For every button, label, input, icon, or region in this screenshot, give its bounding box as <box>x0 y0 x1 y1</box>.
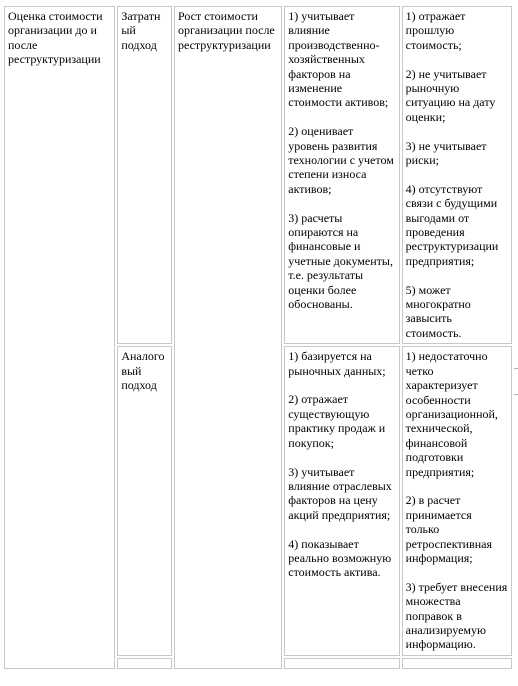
comparison-table <box>2 4 514 671</box>
empty-cell <box>402 658 512 669</box>
empty-cell <box>284 658 399 669</box>
disadvantages-cell <box>402 6 512 344</box>
page-edge-mark <box>514 394 518 395</box>
disadvantage-item: 4) отсутствуют связи с будущими выгодами от проведения реструктуризации предприятия; <box>405 181 499 268</box>
approach-cost-text: Затратный подход <box>121 9 161 52</box>
approach-cell <box>117 346 172 656</box>
indicator-cell <box>174 6 282 669</box>
disadvantage-item: 1) отражает прошлую стоимость; <box>405 9 466 52</box>
disadvantage-item: 3) не учитывает риски; <box>405 138 487 168</box>
advantage-item: 2) отражает существующую практику продаж и покупок; <box>288 392 386 450</box>
advantage-item: 3) расчеты опираются на финансовые и учетные документы, т.е. результаты оценки более обоснованы. <box>288 210 393 312</box>
disadvantages-cell <box>402 346 512 656</box>
advantages-cell <box>284 6 399 344</box>
indicator-text: Рост стоимости организации после реструктуризации <box>177 9 275 52</box>
criterion-text: Оценка стоимости организации до и после реструктуризации <box>8 9 103 67</box>
advantage-item: 4) показывает реально возможную стоимость актива. <box>288 536 392 580</box>
disadvantage-item: 3) требует внесения множества поправок в анализируемую информацию. <box>405 579 508 652</box>
empty-cell <box>117 658 172 669</box>
advantage-item: 3) учитывает влияние отраслевых факторов на цену акций предприятия; <box>288 464 392 522</box>
advantage-item: 1) учитывает влияние производственно-хозяйственных факторов на изменение стоимости активов; <box>288 9 389 110</box>
page-edge-mark <box>514 368 518 369</box>
disadvantage-item: 2) в расчет принимается только ретроспективная информация; <box>405 493 493 565</box>
approach-analog-text: Аналоговый подход <box>121 349 165 393</box>
advantage-item: 2) оценивает уровень развития технологии с учетом степени износа активов; <box>288 124 394 196</box>
disadvantage-item: 2) не учитывает рыночную ситуацию на дату оценки; <box>405 66 496 124</box>
comparison-table-container <box>2 4 514 671</box>
advantage-item: 1) базируется на рыночных данных; <box>288 349 386 378</box>
disadvantage-item: 5) может многократно завысить стоимость. <box>405 282 471 340</box>
table-row <box>4 6 512 344</box>
advantages-cell <box>284 346 399 656</box>
disadvantage-item: 1) недостаточно четко характеризует особенности организационной, технической, финансовой подготовки предприятия; <box>405 349 498 479</box>
criterion-cell <box>4 6 115 669</box>
approach-cell <box>117 6 172 344</box>
